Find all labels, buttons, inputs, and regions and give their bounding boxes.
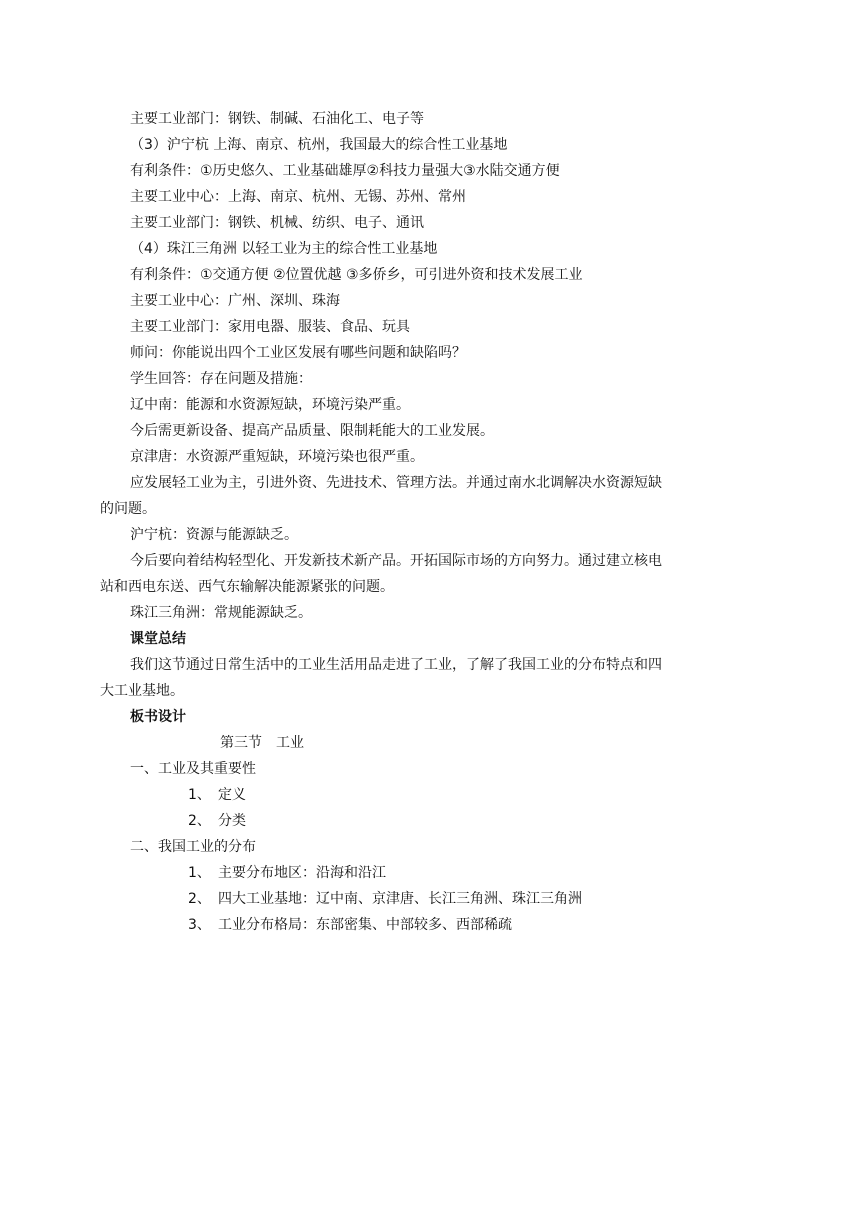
paragraph-first-line: 应发展轻工业为主，引进外资、先进技术、管理方法。并通过南水北调解决水资源短缺 <box>130 475 662 491</box>
text-line: 有利条件：①交通方便 ②位置优越 ③多侨乡，可引进外资和技术发展工业 <box>130 267 583 283</box>
teacher-question: 师问：你能说出四个工业区发展有哪些问题和缺陷吗？ <box>130 345 466 361</box>
item-text: 四大工业基地：辽中南、京津唐、长江三角洲、珠江三角洲 <box>218 891 582 907</box>
board-design-title: 板书设计 <box>130 709 186 725</box>
board-section-1: 一、工业及其重要性 <box>130 761 256 777</box>
text-line: 有利条件：①历史悠久、工业基础雄厚②科技力量强大③水陆交通方便 <box>130 163 560 179</box>
item-number: 1、 <box>188 787 211 803</box>
item-number: 2、 <box>188 891 211 907</box>
student-answer: 学生回答：存在问题及措施： <box>130 371 312 387</box>
board-section-2: 二、我国工业的分布 <box>130 839 256 855</box>
paragraph-cont-line: 的问题。 <box>100 501 156 517</box>
text-line: 京津唐：水资源严重短缺，环境污染也很严重。 <box>130 449 424 465</box>
text-line: 主要工业部门：家用电器、服装、食品、玩具 <box>130 319 410 335</box>
paragraph-huningzhang-measures <box>100 548 730 600</box>
text-line: 主要工业部门：钢铁、机械、纺织、电子、通讯 <box>130 215 424 231</box>
text-line: 今后需更新设备、提高产品质量、限制耗能大的工业发展。 <box>130 423 494 439</box>
item-text: 主要分布地区：沿海和沿江 <box>218 865 386 881</box>
text-line: 沪宁杭：资源与能源缺乏。 <box>130 527 298 543</box>
paragraph-jingjintang-measures <box>100 470 730 522</box>
board-item <box>130 886 730 912</box>
section-heading-huningzhang: （3）沪宁杭 上海、南京、杭州，我国最大的综合性工业基地 <box>130 137 508 153</box>
item-number: 3、 <box>188 917 211 933</box>
paragraph-first-line: 今后要向着结构轻型化、开发新技术新产品。开拓国际市场的方向努力。通过建立核电 <box>130 553 662 569</box>
board-heading: 第三节 工业 <box>220 735 304 751</box>
board-item <box>130 808 730 834</box>
text-line: 主要工业中心：广州、深圳、珠海 <box>130 293 340 309</box>
board-item <box>130 782 730 808</box>
summary-paragraph <box>100 652 730 704</box>
section-heading-zhujiang: （4）珠江三角洲 以轻工业为主的综合性工业基地 <box>130 241 438 257</box>
text-line: 主要工业部门：钢铁、制碱、石油化工、电子等 <box>130 111 424 127</box>
item-text: 工业分布格局：东部密集、中部较多、西部稀疏 <box>218 917 512 933</box>
item-text: 定义 <box>218 787 246 803</box>
item-number: 1、 <box>188 865 211 881</box>
text-line: 珠江三角洲：常规能源缺乏。 <box>130 605 312 621</box>
document-body <box>100 106 730 938</box>
item-number: 2、 <box>188 813 211 829</box>
text-line: 主要工业中心：上海、南京、杭州、无锡、苏州、常州 <box>130 189 466 205</box>
text-line: 辽中南：能源和水资源短缺，环境污染严重。 <box>130 397 410 413</box>
summary-title: 课堂总结 <box>130 631 186 647</box>
paragraph-first-line: 我们这节通过日常生活中的工业生活用品走进了工业，了解了我国工业的分布特点和四 <box>130 657 662 673</box>
item-text: 分类 <box>218 813 246 829</box>
paragraph-cont-line: 站和西电东送、西气东输解决能源紧张的问题。 <box>100 579 394 595</box>
board-item <box>130 860 730 886</box>
board-item <box>130 912 730 938</box>
paragraph-cont-line: 大工业基地。 <box>100 683 184 699</box>
